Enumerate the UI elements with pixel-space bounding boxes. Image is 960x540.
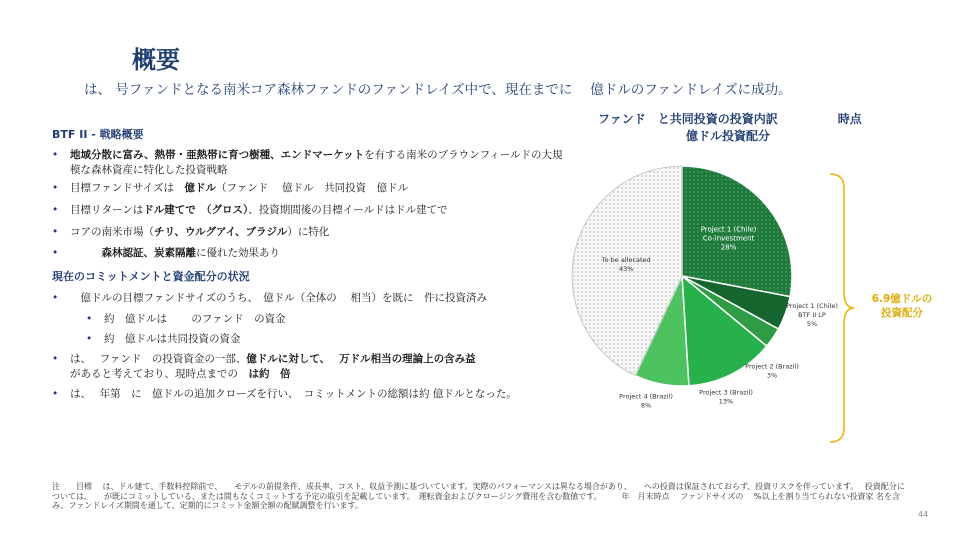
- strategy-bullet-3: • 目標リターンはドル建てで （グロス）、投資期間後の目標イールドはドル建てで: [52, 204, 448, 216]
- commitments-bullet-1: • 億ドルの目標ファンドサイズのうち、 億ドル（全体の 相当）を既に 件に投資済み: [52, 292, 488, 304]
- pie-name-label-2: BTF II LP: [798, 311, 826, 319]
- pie-name-label-2: Project 1 (Chile): [786, 302, 838, 310]
- pie-name-label-5: Project 4 (Brazil): [619, 392, 673, 401]
- commitments-heading: 現在のコミットメントと資金配分の状況: [52, 270, 250, 283]
- footnote: 注 目標 は、ドル建て、手数料控除前で、 モデルの前提条件、成長率、コスト、収益予測に基づいています。実際のパフォーマンスは異なる場合があり、 への投資は保証されておらず、投資リスクを伴っています。 投資配分については、 が既にコミットしている、または間もなくコミットする予定の取引を記載しています。 運転資金およびクロージング費用を含む数値です。 年 月末時点 ファンドサイズの %以上を割り当てられない投資家 名を含み、ファンドレイズ期間を通して、定期的にコミット金額全額の配賦調整を行います。: [52, 482, 905, 510]
- strategy-bullet-1: • 地域分散に富み、熱帯・亜熱帯に育つ樹種、エンドマーケットを有する南米のブラウンフィールドの大規 模な森林資産に特化した投資戦略: [52, 149, 563, 176]
- allocation-bracket: [826, 172, 856, 444]
- strategy-bullet-2: • 目標ファンドサイズは 億ドル（ファンド 億ドル 共同投資 億ドル: [52, 182, 409, 194]
- commitments-bullet-3: • は、 年第 に 億ドルの追加クローズを行い、 コミットメントの総額は約 億ドルとなった。: [52, 388, 517, 400]
- pie-value-label-2: 5%: [806, 320, 818, 328]
- page-number: 44: [918, 510, 929, 519]
- page-title: 概要: [132, 46, 180, 74]
- page-subtitle: は、 号ファンドとなる南米コア森林ファンドのファンドレイズ中で、現在までに 億ドルのファンドレイズに成功。: [84, 82, 792, 98]
- strategy-bullet-4: • コアの南米市場（チリ、ウルグアイ、ブラジル）に特化: [52, 226, 330, 238]
- allocation-label: 6.9億ドルの 投資配分: [871, 293, 933, 319]
- pie-value-label-1: 28%: [720, 243, 737, 252]
- pie-name-label-4: Project 3 (Brazil): [699, 388, 753, 397]
- pie-chart: [560, 150, 860, 430]
- pie-name-label-1: Co-investment: [702, 234, 755, 243]
- pie-value-label-5: 8%: [640, 401, 652, 410]
- pie-name-label-1: Project 1 (Chile): [700, 225, 757, 234]
- pie-name-label-6: To be allocated: [601, 256, 651, 265]
- pie-name-label-3: Project 2 (Brazil): [745, 362, 799, 371]
- commitments-sub-bullet-1: • 約 億ドルは のファンド の資金: [86, 313, 286, 325]
- pie-slices: [572, 166, 792, 386]
- chart-title-line1: ファンド と共同投資の投資内訳 時点: [598, 112, 862, 126]
- chart-title-line2: 億ドル投資配分: [686, 129, 771, 143]
- strategy-bullet-5: • 森林認証、炭素隔離に優れた効果あり: [52, 247, 280, 259]
- commitments-sub-bullet-2: • 約 億ドルは共同投資の資金: [86, 333, 241, 345]
- pie-value-label-3: 3%: [766, 371, 778, 380]
- commitments-bullet-2: • は、 ファンド の投資資金の一部、億ドルに対して、 万ドル相当の理論上の含み益 があると考えており、現時点までの は約 倍: [52, 353, 476, 380]
- pie-value-label-6: 43%: [618, 265, 634, 274]
- strategy-heading: BTF II - 戦略概要: [52, 128, 144, 141]
- pie-value-label-4: 13%: [718, 397, 734, 406]
- bullet-dot: •: [52, 149, 59, 161]
